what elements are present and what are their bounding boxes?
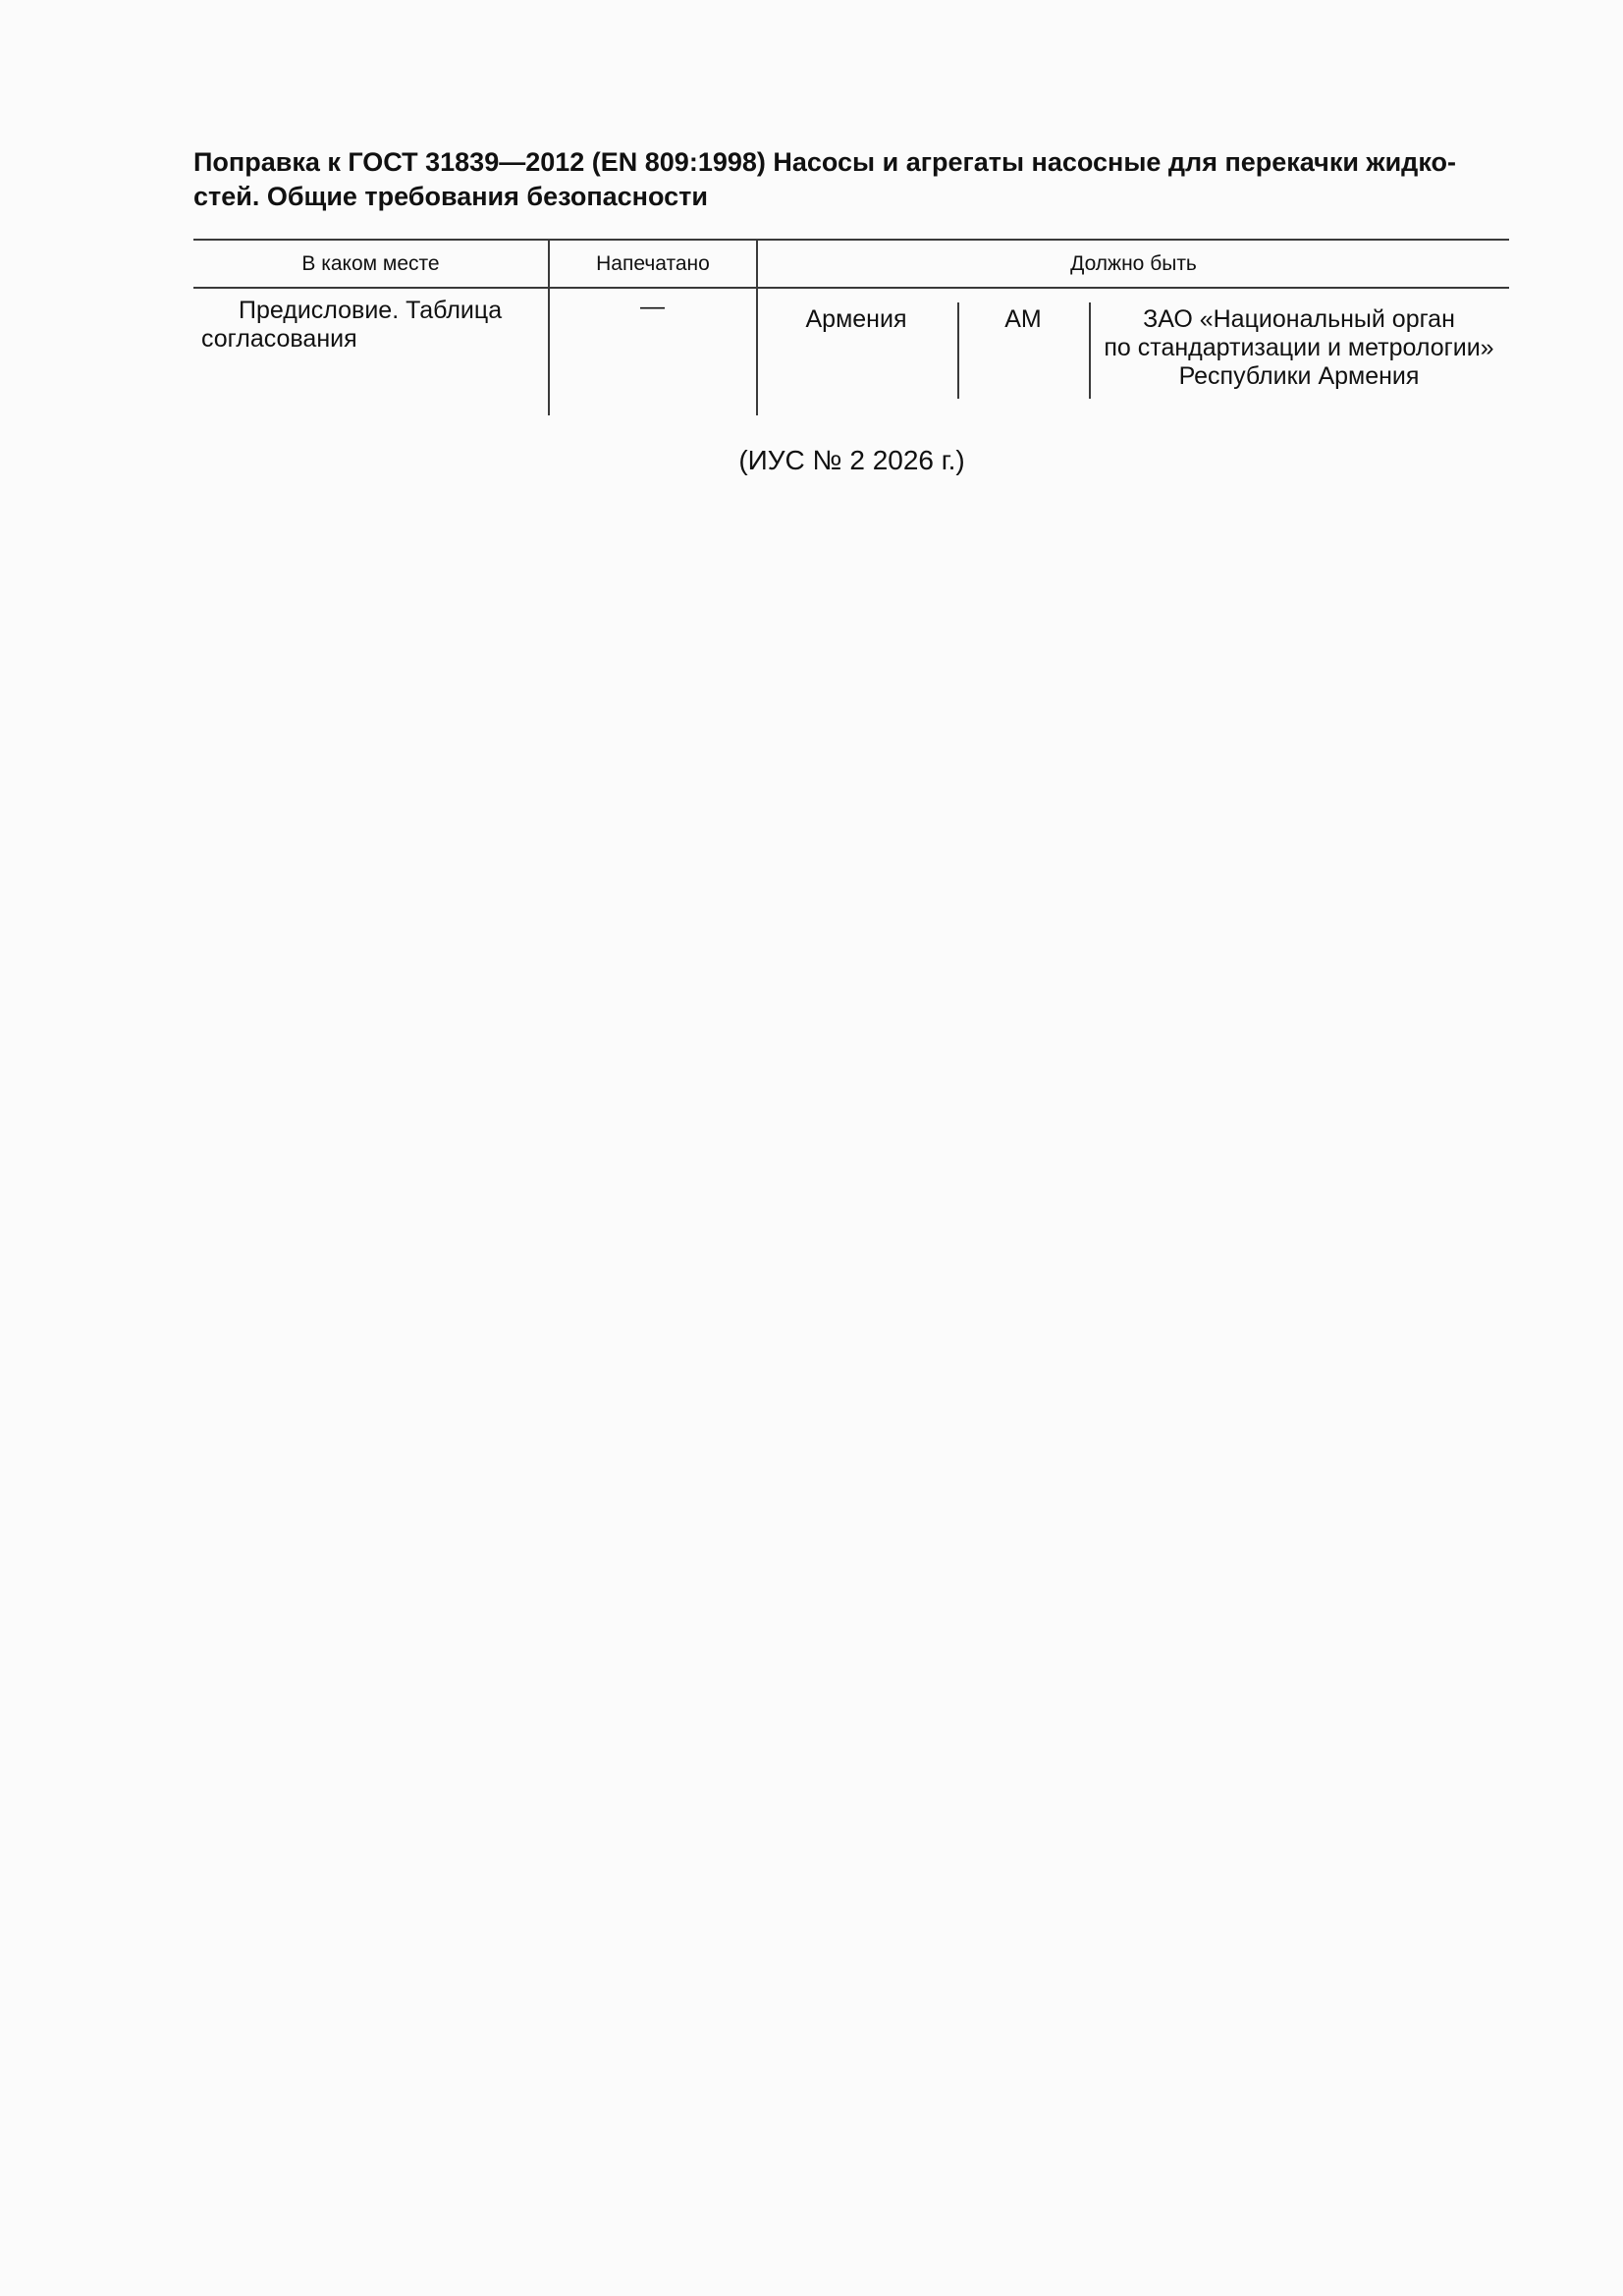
cell-place-line-2: согласования	[201, 325, 357, 353]
header-printed: Напечатано	[596, 252, 710, 275]
table-header-rule	[193, 287, 1509, 289]
document-title-line-2: стей. Общие требования безопасности	[193, 182, 708, 211]
cell-organization-line-1: ЗАО «Национальный орган	[1143, 305, 1455, 333]
correction-table	[193, 239, 1509, 415]
cell-country-code: AM	[1004, 305, 1042, 333]
document-title-line-1: Поправка к ГОСТ 31839—2012 (EN 809:1998) Насосы и агрегаты насосные для перекачки жидко-	[193, 147, 1456, 177]
cell-country: Армения	[805, 305, 907, 333]
cell-organization	[1089, 305, 1509, 391]
table-top-rule	[193, 239, 1509, 241]
cell-place	[201, 297, 545, 354]
header-place: В каком месте	[301, 252, 440, 275]
cell-organization-line-2: по стандартизации и метрологии»	[1104, 334, 1494, 361]
cell-printed: —	[640, 293, 665, 320]
header-should-be: Должно быть	[1070, 252, 1197, 275]
document-title	[193, 145, 1509, 214]
ius-reference: (ИУС № 2 2026 г.)	[738, 445, 965, 475]
cell-place-line-1: Предисловие. Таблица	[239, 297, 503, 324]
cell-organization-line-3: Республики Армения	[1178, 362, 1420, 390]
